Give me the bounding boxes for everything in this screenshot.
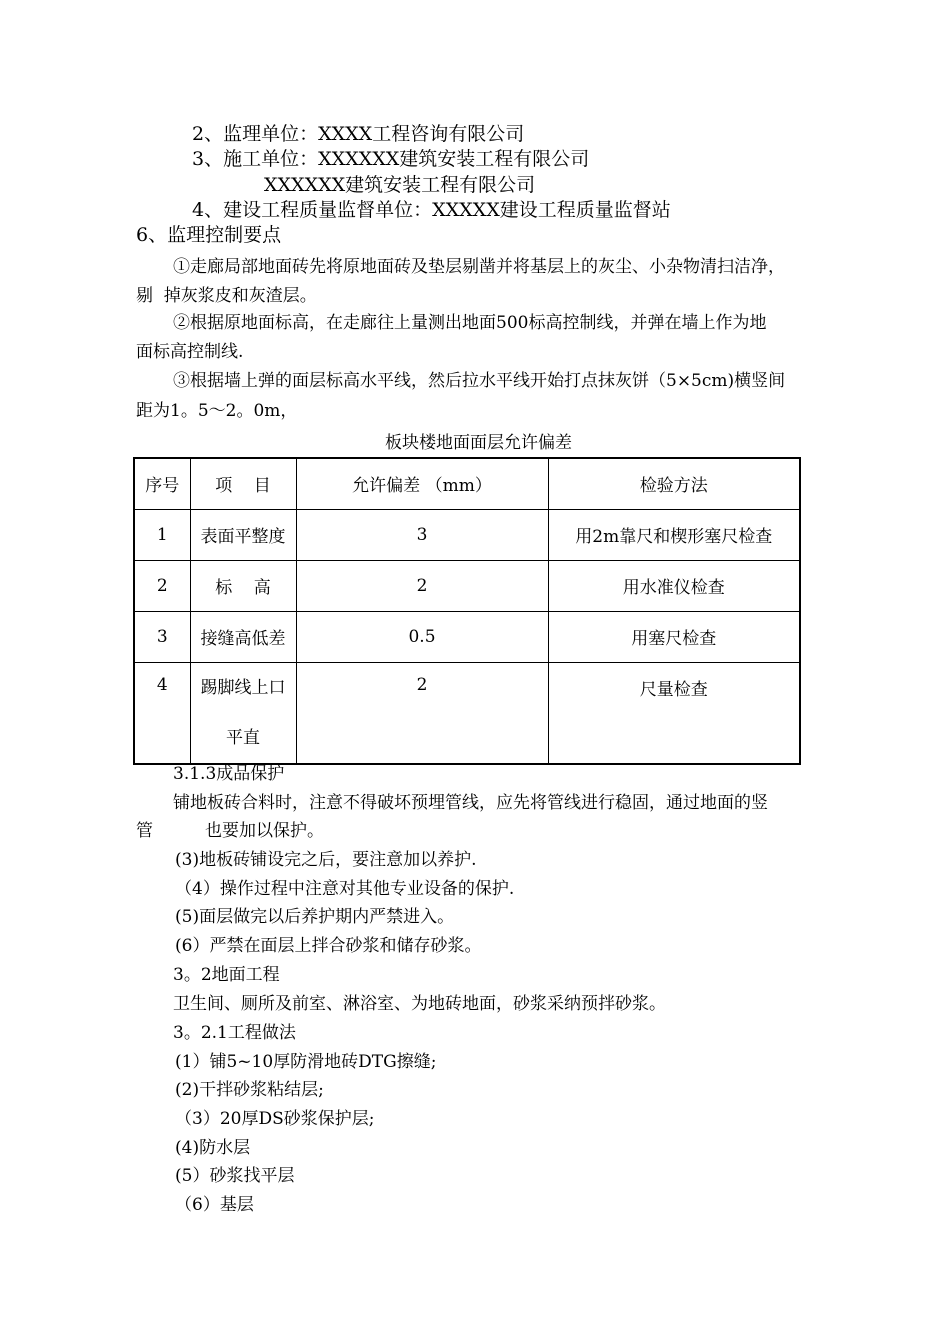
row-item: 踢脚线上口 [200, 677, 286, 698]
ground-description: 卫生间、厕所及前室、淋浴室、为地砖地面，砂浆采纳预拌砂浆。 [173, 994, 666, 1014]
row-item: 接缝高低差 [190, 611, 296, 662]
protection-paragraph-line-2a: 管 [136, 821, 153, 841]
ground-step-2: (2)干拌砂浆粘结层; [175, 1080, 324, 1100]
row-no: 4 [134, 662, 190, 764]
row-method: 用水准仪检查 [548, 560, 800, 611]
row-item: 表面平整度 [190, 509, 296, 560]
protection-paragraph-line-2b: 也要加以保护。 [205, 821, 324, 841]
quality-supervision-unit: 4、建设工程质量监督单位：XXXXX建设工程质量监督站 [192, 199, 671, 221]
construction-unit: 3、施工单位：XXXXXX建筑安装工程有限公司 [192, 148, 590, 170]
table-row [134, 611, 800, 662]
protection-paragraph-line-1: 铺地板砖合料时，注意不得破坏预埋管线，应先将管线进行稳固，通过地面的竖 [173, 793, 768, 813]
row-tolerance: 2 [296, 662, 548, 764]
tolerance-table [133, 457, 801, 765]
protection-item-6: (6）严禁在面层上拌合砂浆和储存砂浆。 [175, 936, 482, 956]
construction-unit-2: XXXXXX建筑安装工程有限公司 [264, 174, 536, 196]
paragraph-1-line-2: 剔 掉灰浆皮和灰渣层。 [136, 286, 317, 306]
row-method: 用2m靠尺和楔形塞尺检查 [548, 509, 800, 560]
supervision-unit: 2、监理单位：XXXX工程咨询有限公司 [192, 123, 525, 145]
header-method: 检验方法 [548, 458, 800, 509]
ground-step-5: (5）砂浆找平层 [175, 1166, 295, 1186]
paragraph-2-line-2: 面标高控制线. [136, 342, 244, 362]
paragraph-3-line-2: 距为1。5～2。0m， [136, 401, 298, 421]
ground-step-3: （3）20厚DS砂浆保护层; [175, 1109, 375, 1129]
row-method: 用塞尺检查 [548, 611, 800, 662]
row-item-cell [190, 662, 296, 764]
row-item: 标 高 [190, 560, 296, 611]
protection-item-4: （4）操作过程中注意对其他专业设备的保护. [175, 879, 515, 899]
row-item-continued: 平直 [226, 727, 260, 748]
ground-subheading: 3。2.1工程做法 [173, 1023, 296, 1043]
paragraph-3-line-1: ③根据墙上弹的面层标高水平线，然后拉水平线开始打点抹灰饼（5×5cm)横竖间 [173, 371, 786, 391]
row-no: 3 [134, 611, 190, 662]
table-caption: 板块楼地面面层允许偏差 [385, 433, 572, 453]
header-item: 项 目 [190, 458, 296, 509]
protection-item-3: (3)地板砖铺设完之后，要注意加以养护. [175, 850, 477, 870]
paragraph-2-line-1: ②根据原地面标高，在走廊往上量测出地面500标高控制线，并弹在墙上作为地 [173, 313, 767, 333]
header-tolerance: 允许偏差 （mm） [296, 458, 548, 509]
table-row [134, 662, 800, 764]
row-no: 1 [134, 509, 190, 560]
row-method: 尺量检查 [548, 662, 800, 764]
paragraph-1-line-1: ①走廊局部地面砖先将原地面砖及垫层剔凿并将基层上的灰尘、小杂物清扫洁净， [173, 257, 785, 277]
ground-step-6: （6）基层 [175, 1195, 254, 1215]
ground-step-1: (1）铺5~10厚防滑地砖DTG擦缝; [175, 1052, 437, 1072]
row-tolerance: 2 [296, 560, 548, 611]
protection-heading: 3.1.3成品保护 [173, 764, 285, 784]
protection-item-5: (5)面层做完以后养护期内严禁进入。 [175, 907, 455, 927]
table-row [134, 509, 800, 560]
row-no: 2 [134, 560, 190, 611]
row-tolerance: 0.5 [296, 611, 548, 662]
table-row [134, 560, 800, 611]
row-tolerance: 3 [296, 509, 548, 560]
ground-heading: 3。2地面工程 [173, 965, 280, 985]
ground-step-4: (4)防水层 [175, 1138, 251, 1158]
section-heading-6: 6、监理控制要点 [136, 224, 282, 246]
header-no: 序号 [134, 458, 190, 509]
table-header-row [134, 458, 800, 509]
